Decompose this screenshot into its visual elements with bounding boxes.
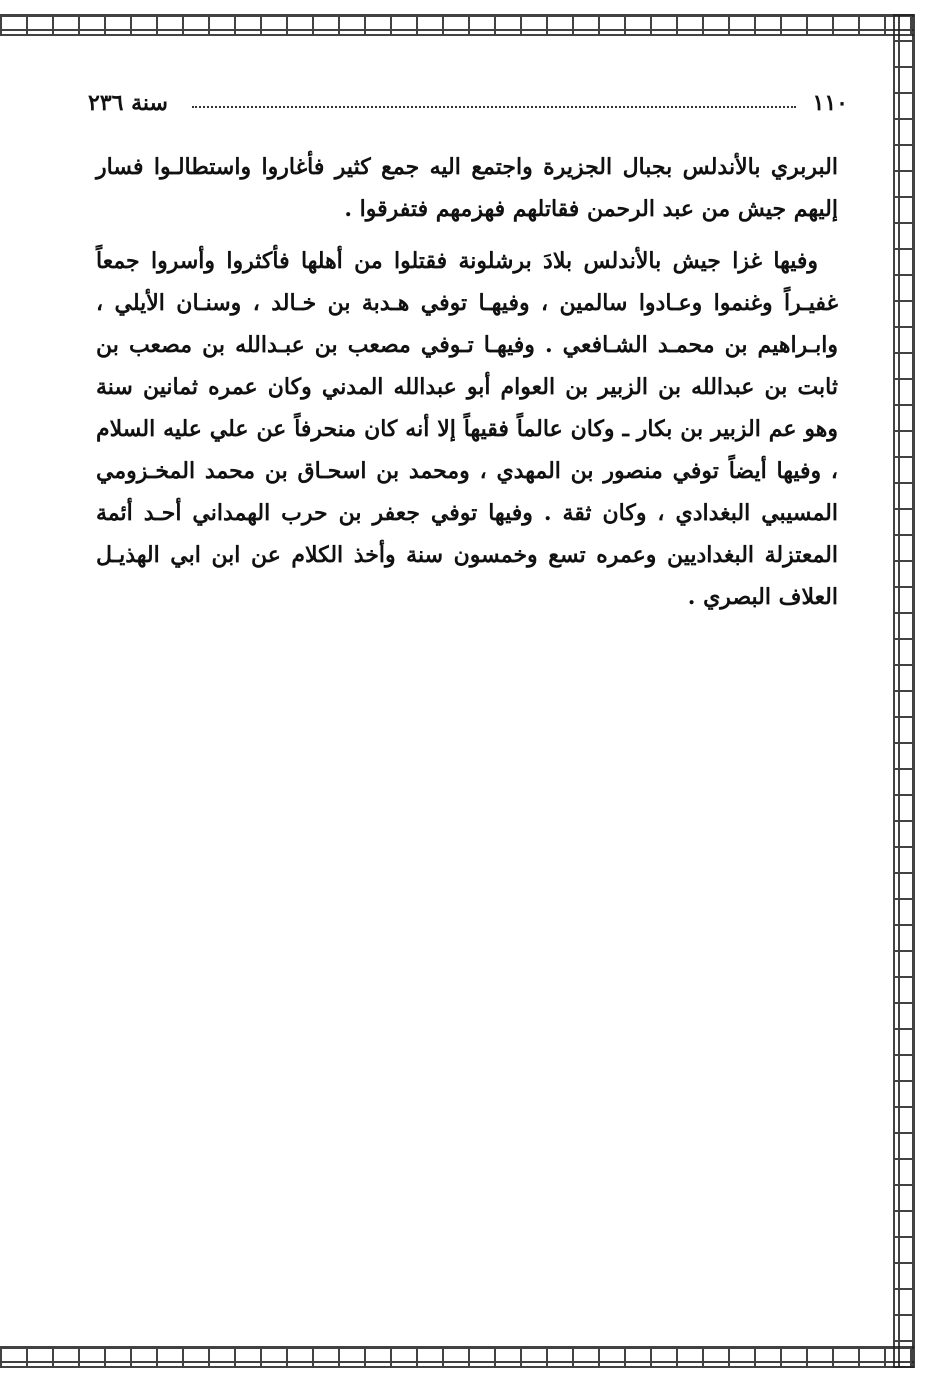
header-dot-leader xyxy=(192,106,796,108)
paragraph: وفيها غزا جيش بالأندلس بلادَ برشلونة فقتلوا من أهلها فأكثروا وأسروا جمعاً غفيـراً وغنموا وعـادوا سالمين ، وفيهـا توفي هـدبة بن خـالد ، وسنـان الأيلي ، وابـراهيم بن محمـد الشـافعي . وفيهـا تـوفي مصعب بن عبـدالله بن مصعب بن ثابت بن عبدالله بن الزبير بن العوام أبو عبدالله المدني وكان عمره ثمانين سنة وهو عم الزبير بن بكار ـ وكان عالماً فقيهاً إلا أنه كان منحرفاً عن علي عليه السلام ، وفيها أيضاً توفي منصور بن المهدي ، ومحمد بن اسحـاق بن محمد المخـزومي المسيبي البغدادي ، وكان ثقة . وفيها توفي جعفر بن حرب الهمداني أحـد أئمة المعتزلة البغداديين وعمره تسع وخمسون سنة وأخذ الكلام عن ابن ابي الهذيـل العلاف البصري . xyxy=(96,248,838,610)
running-head: سنة ٢٣٦ xyxy=(88,90,168,116)
body-text xyxy=(96,146,838,618)
decorative-border-top xyxy=(0,14,914,36)
decorative-border-bottom xyxy=(0,1346,914,1368)
decorative-border-right xyxy=(893,14,915,1368)
paragraph: البربري بالأندلس بجبال الجزيرة واجتمع اليه جمع كثير فأغاروا واستطالـوا فسار إليهم جيش من عبد الرحمن فقاتلهم فهزمهم فتفرقوا . xyxy=(96,154,838,222)
page-number: ١١٠ xyxy=(812,90,848,116)
page-header xyxy=(88,86,848,122)
